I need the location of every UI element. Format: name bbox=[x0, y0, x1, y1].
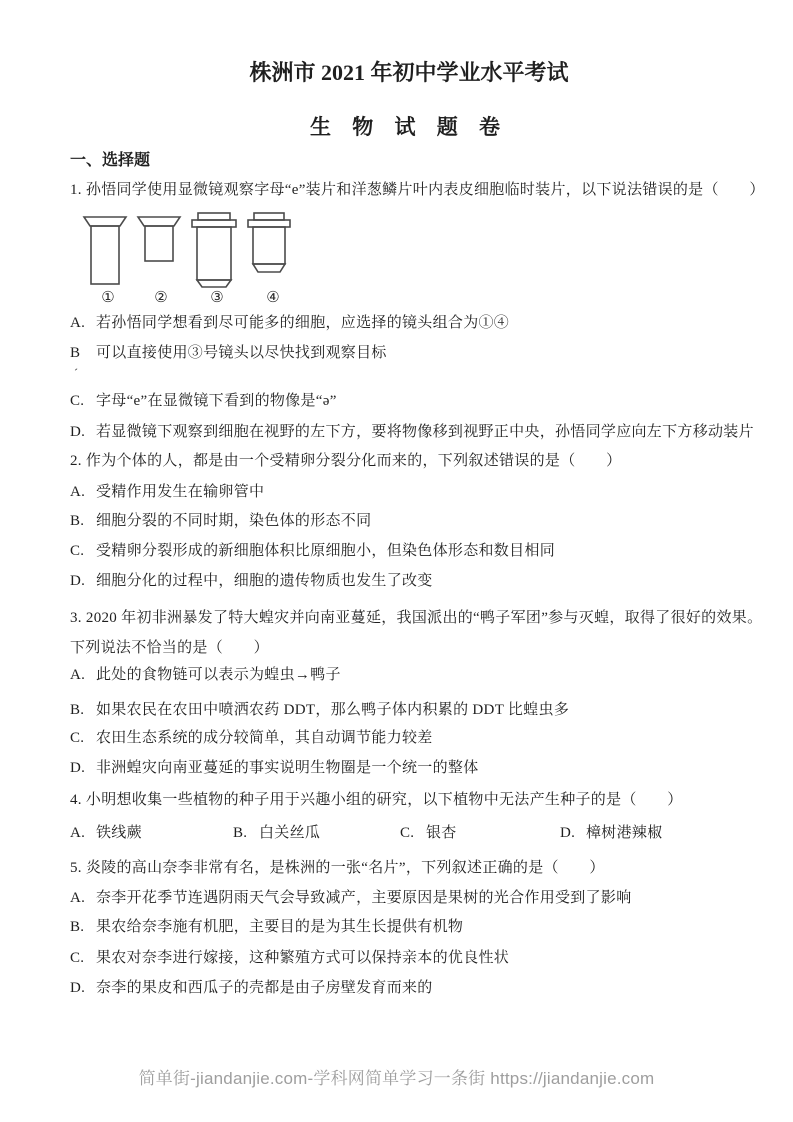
eyepiece-long-icon bbox=[84, 217, 126, 284]
figure-label-3: ③ bbox=[210, 290, 224, 306]
question-5-option-d bbox=[70, 978, 748, 998]
question-1-stem: 1. 孙悟同学使用显微镜观察字母“e”装片和洋葱鳞片叶内表皮细胞临时装片，以下说法错误的是（ ） bbox=[70, 182, 765, 198]
option-text: 若显微镜下观察到细胞在视野的左下方，要将物像移到视野正中央，孙悟同学应向左下方移动装片 bbox=[96, 424, 754, 440]
option-label: D. bbox=[560, 825, 576, 841]
scan-artifact-mark: ˊ bbox=[74, 366, 78, 380]
objective-long-icon bbox=[192, 213, 236, 287]
eyepiece-short-icon bbox=[138, 217, 180, 261]
option-label: C. bbox=[400, 825, 415, 841]
option-text: 果农对奈李进行嫁接，这种繁殖方式可以保持亲本的优良性状 bbox=[96, 950, 510, 966]
question-3-stem-line-1: 3. 2020 年初非洲暴发了特大蝗灾并向南亚蔓延，我国派出的“鸭子军团”参与灭蝗，取得了很好的效果。 bbox=[70, 610, 763, 626]
microscope-lens-set-figure bbox=[78, 212, 318, 307]
objective-short-icon bbox=[248, 213, 290, 272]
question-1-option-b bbox=[70, 343, 748, 363]
question-3-option-d bbox=[70, 758, 748, 778]
section-heading-multiple-choice: 一、选择题 bbox=[70, 152, 151, 169]
question-5-option-b bbox=[70, 917, 748, 937]
question-4-options-row bbox=[70, 823, 748, 843]
option-label: B. bbox=[70, 513, 85, 529]
option-text: 受精作用发生在输卵管中 bbox=[96, 484, 265, 500]
option-text: 细胞分裂的不同时期，染色体的形态不同 bbox=[96, 513, 372, 529]
option-text: 细胞分化的过程中，细胞的遗传物质也发生了改变 bbox=[96, 573, 433, 589]
option-text: 若孙悟同学想看到尽可能多的细胞，应选择的镜头组合为①④ bbox=[96, 315, 510, 331]
option-text: 铁线蕨 bbox=[96, 825, 142, 841]
option-text: 此处的食物链可以表示为蝗虫→鸭子 bbox=[96, 667, 341, 683]
question-1-option-c bbox=[70, 391, 748, 411]
question-3 bbox=[70, 608, 763, 778]
option-label: A. bbox=[70, 825, 86, 841]
question-4 bbox=[70, 790, 748, 843]
question-1-option-d bbox=[70, 422, 754, 442]
option-label: D. bbox=[70, 573, 86, 589]
option-text: 果农给奈李施有机肥，主要目的是为其生长提供有机物 bbox=[96, 919, 464, 935]
option-text: 樟树港辣椒 bbox=[586, 825, 663, 841]
option-label: A. bbox=[70, 484, 86, 500]
question-4-option-b bbox=[233, 823, 400, 843]
question-3-stem-line-2: 下列说法不恰当的是（ ） bbox=[70, 640, 269, 656]
option-label: C. bbox=[70, 950, 85, 966]
option-label: B. bbox=[70, 919, 85, 935]
figure-label-1: ① bbox=[101, 290, 115, 306]
option-label: A. bbox=[70, 890, 86, 906]
option-text: 农田生态系统的成分较简单，其自动调节能力较差 bbox=[96, 730, 433, 746]
option-text: 字母“e”在显微镜下看到的物像是“ə” bbox=[96, 393, 337, 409]
question-5-stem: 5. 炎陵的高山奈李非常有名，是株洲的一张“名片”，下列叙述正确的是（ ） bbox=[70, 860, 605, 876]
option-label: D. bbox=[70, 980, 86, 996]
question-2 bbox=[70, 451, 748, 591]
option-label: D. bbox=[70, 424, 86, 440]
option-label: B. bbox=[233, 825, 248, 841]
figure-label-2: ② bbox=[154, 290, 168, 306]
question-4-option-d bbox=[560, 823, 663, 843]
question-2-stem: 2. 作为个体的人，都是由一个受精卵分裂分化而来的，下列叙述错误的是（ ） bbox=[70, 453, 622, 469]
option-text: 非洲蝗灾向南亚蔓延的事实说明生物圈是一个统一的整体 bbox=[96, 760, 479, 776]
option-text: 如果农民在农田中喷洒农药 DDT，那么鸭子体内积累的 DDT 比蝗虫多 bbox=[96, 702, 570, 718]
question-1-option-a bbox=[70, 313, 748, 333]
option-label: B bbox=[70, 345, 81, 361]
question-4-stem: 4. 小明想收集一些植物的种子用于兴趣小组的研究，以下植物中无法产生种子的是（ ） bbox=[70, 792, 683, 808]
option-text: 银杏 bbox=[426, 825, 457, 841]
exam-title: 株洲市 2021 年初中学业水平考试 bbox=[249, 60, 569, 85]
option-text: 奈李开花季节连遇阴雨天气会导致减产，主要原因是果树的光合作用受到了影响 bbox=[96, 890, 632, 906]
option-text: 可以直接使用③号镜头以尽快找到观察目标 bbox=[96, 345, 387, 361]
question-3-option-b bbox=[70, 700, 748, 720]
option-text: 奈李的果皮和西瓜子的壳都是由子房壁发育而来的 bbox=[96, 980, 433, 996]
option-label: C. bbox=[70, 393, 85, 409]
question-5-option-c bbox=[70, 948, 748, 968]
question-2-option-b bbox=[70, 511, 748, 531]
option-label: B. bbox=[70, 702, 85, 718]
question-4-option-a bbox=[70, 823, 233, 843]
exam-subtitle: 生 物 试 题 卷 bbox=[310, 115, 508, 139]
question-1 bbox=[70, 180, 765, 442]
option-label: C. bbox=[70, 730, 85, 746]
option-text: 受精卵分裂形成的新细胞体积比原细胞小，但染色体形态和数目相同 bbox=[96, 543, 556, 559]
option-text: 白关丝瓜 bbox=[259, 825, 321, 841]
footer-watermark: 简单街-jiandanjie.com-学科网简单学习一条街 https://jiandanjie.com bbox=[138, 1069, 655, 1088]
question-3-option-a bbox=[70, 665, 748, 685]
question-4-option-c bbox=[400, 823, 560, 843]
question-5 bbox=[70, 858, 748, 998]
figure-label-4: ④ bbox=[266, 290, 280, 306]
option-label: A. bbox=[70, 667, 86, 683]
question-5-option-a bbox=[70, 888, 748, 908]
question-2-option-d bbox=[70, 571, 748, 591]
option-label: C. bbox=[70, 543, 85, 559]
option-label: D. bbox=[70, 760, 86, 776]
option-label: A. bbox=[70, 315, 86, 331]
question-3-option-c bbox=[70, 728, 748, 748]
question-1-figure bbox=[78, 212, 748, 307]
question-2-option-c bbox=[70, 541, 748, 561]
question-2-option-a bbox=[70, 482, 748, 502]
